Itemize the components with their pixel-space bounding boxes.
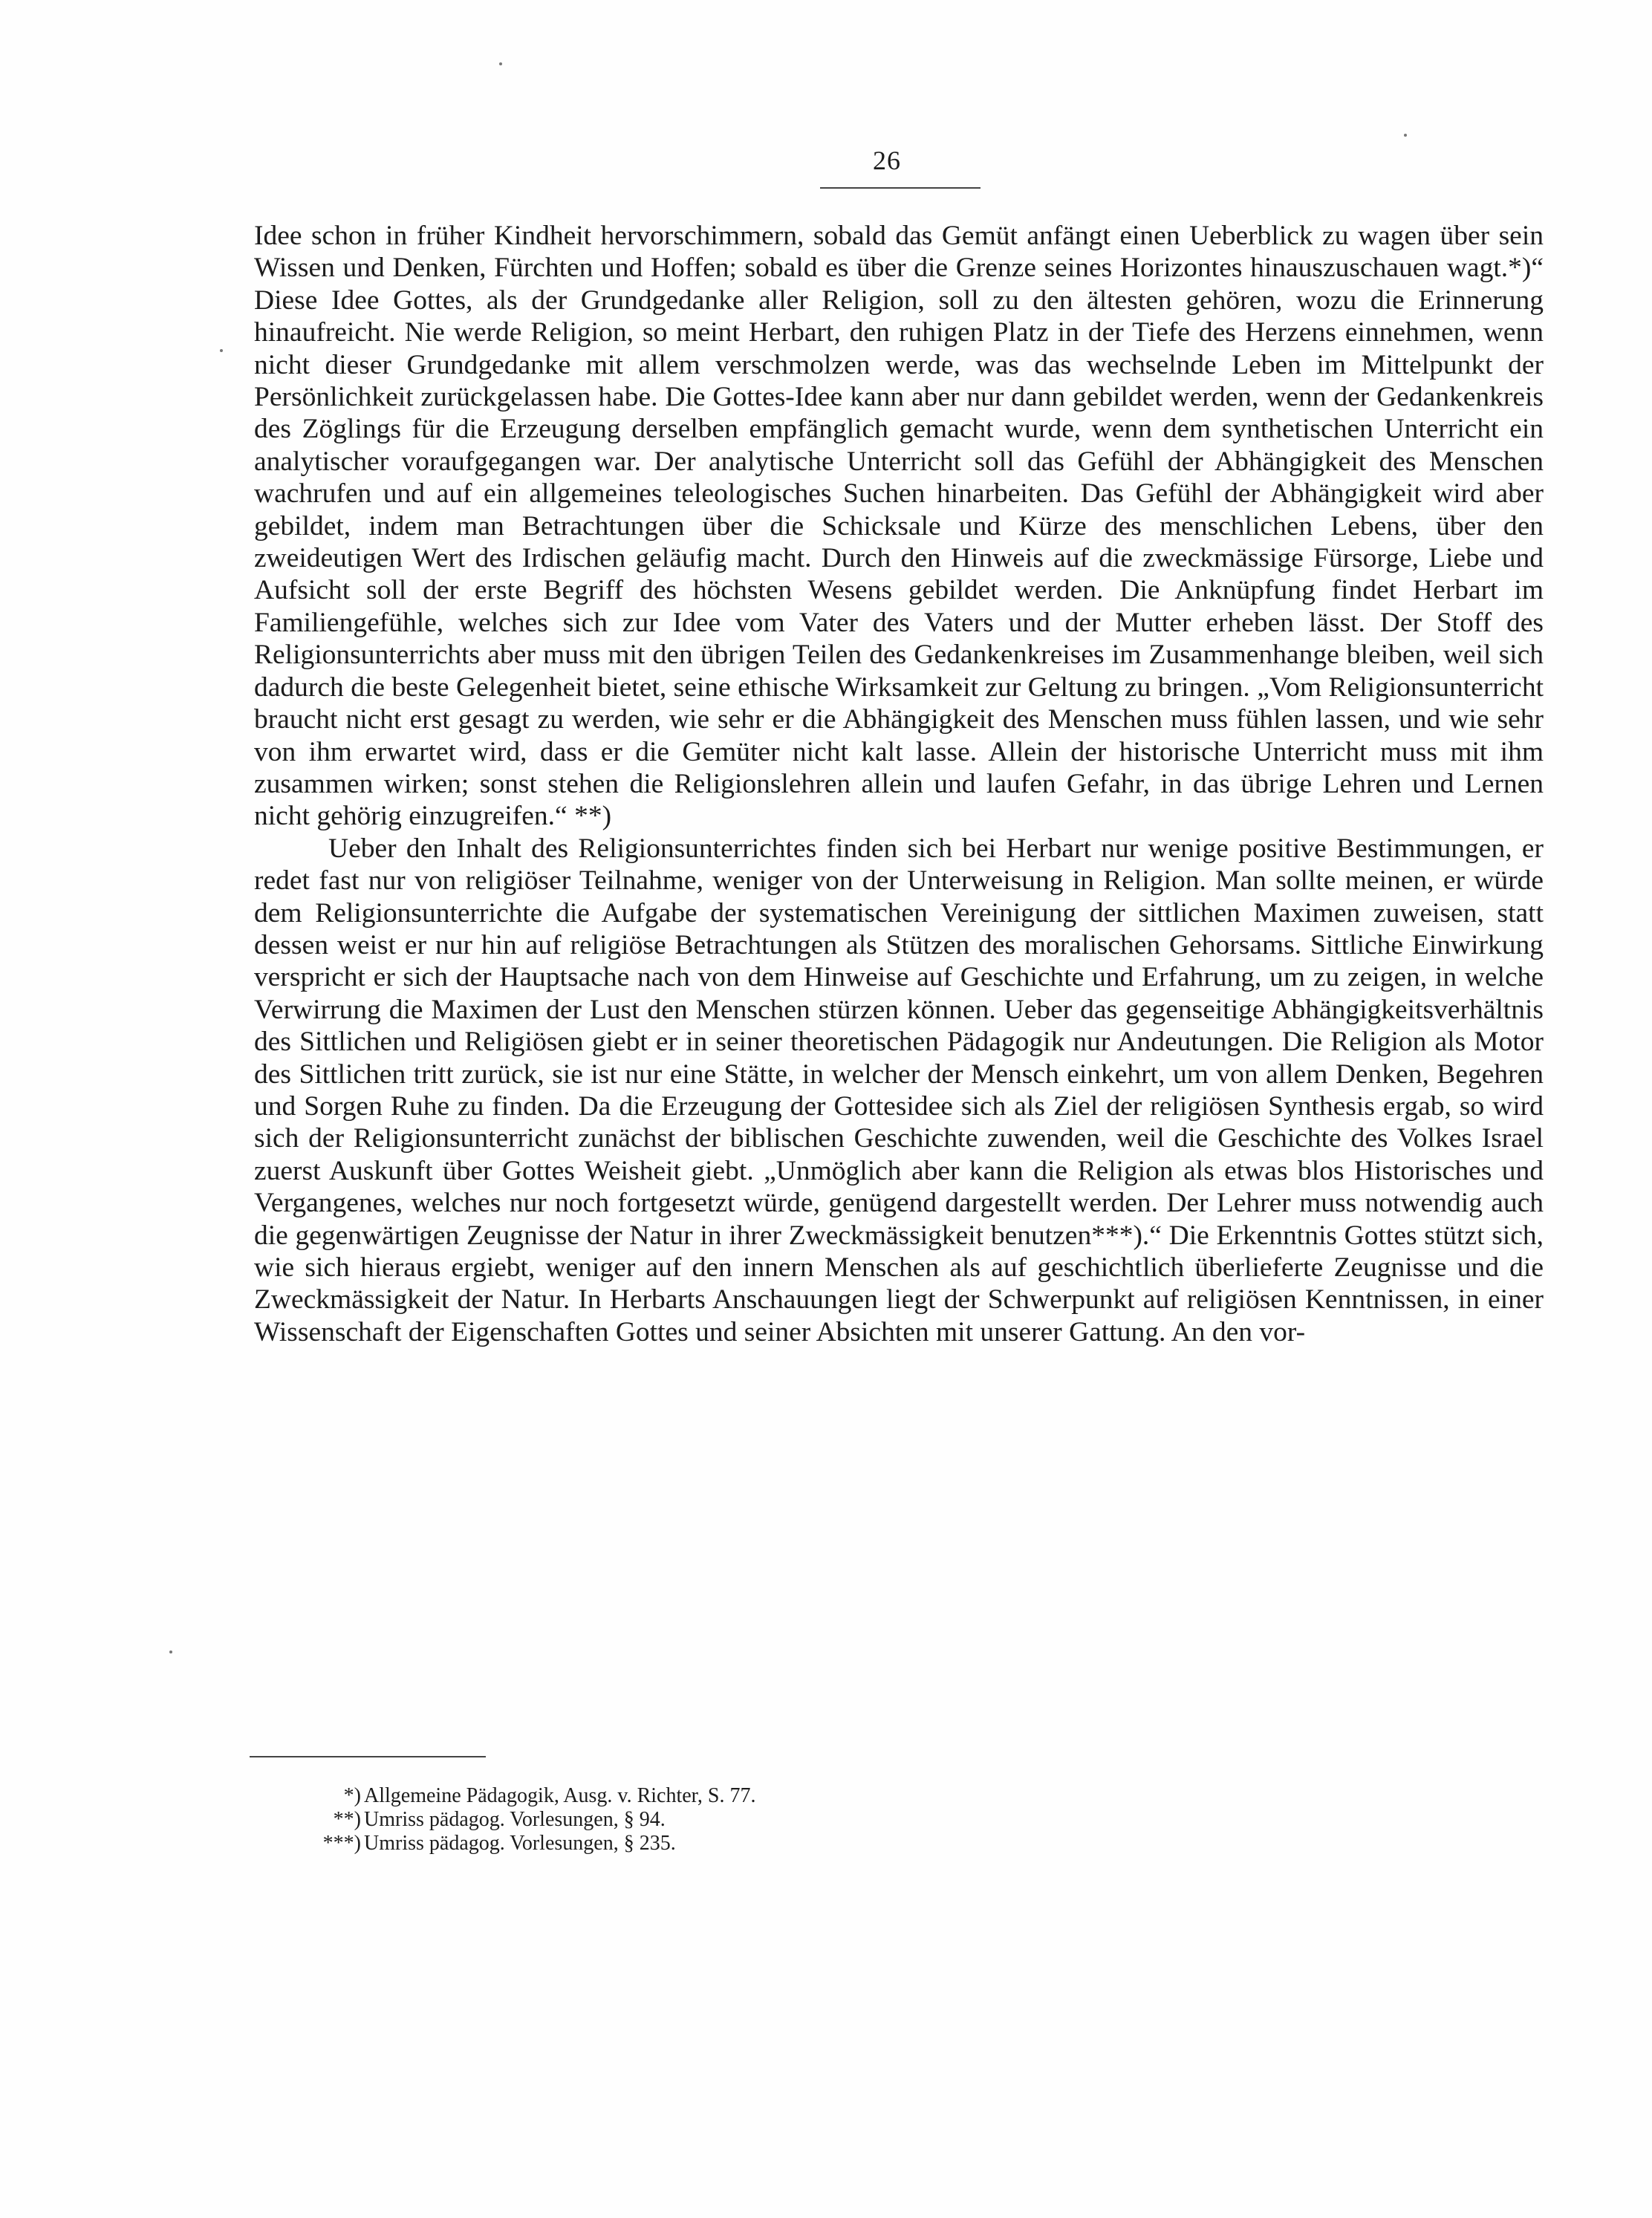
body-text: [254, 220, 1544, 1348]
footnote-text: Allgemeine Pädagogik, Ausg. v. Richter, S. 77.: [364, 1784, 756, 1807]
scan-speck: [499, 62, 502, 65]
footnote-3: [290, 1832, 1181, 1856]
paragraph-2: Ueber den Inhalt des Religionsunterrichtes finden sich bei Herbart nur wenige positive Bestimmungen, er redet fast nur von religiöser Teilnahme, weniger von der Unterweisung in Religion. Man sollte meinen, er würde dem Religionsunterrichte die Aufgabe der systematischen Vereinigung der sittlichen Maximen zuweisen, statt dessen weist er nur hin auf religiöse Betrachtungen als Stützen des moralischen Gehorsams. Sittliche Einwirkung verspricht er sich der Hauptsache nach von dem Hinweise auf Geschichte und Erfahrung, um zu zeigen, in welche Verwirrung die Maximen der Lust den Menschen stürzen können. Ueber das gegenseitige Abhängigkeitsverhältnis des Sittlichen und Religiösen giebt er in seiner theoretischen Pädagogik nur Andeutungen. Die Religion als Motor des Sittlichen tritt zurück, sie ist nur eine Stätte, in welcher der Mensch einkehrt, um von allem Denken, Begehren und Sorgen Ruhe zu finden. Da die Erzeugung der Gottesidee sich als Ziel der religiösen Synthesis ergab, so wird sich der Religionsunterricht zunächst der biblischen Geschichte zuwenden, weil die Geschichte des Volkes Israel zuerst Auskunft über Gottes Weisheit giebt. „Unmöglich aber kann die Religion als etwas blos Historisches und Vergangenes, welches nur noch fortgesetzt würde, genügend dargestellt werden. Der Lehrer muss notwendig auch die gegenwärtigen Zeugnisse der Natur in ihrer Zweckmässigkeit benutzen***).“ Die Erkenntnis Gottes stützt sich, wie sich hieraus ergiebt, weniger auf den innern Menschen als auf geschichtlich überlieferte Zeugnisse und die Zweckmässigkeit der Natur. In Herbarts Anschauungen liegt der Schwerpunkt auf religiösen Kenntnissen, in einer Wissenschaft der Eigenschaften Gottes und seiner Absichten mit unserer Gattung. An den vor-: [254, 833, 1544, 1347]
footnote-2: [290, 1808, 1181, 1832]
footnote-text: Umriss pädagog. Vorlesungen, § 94.: [364, 1808, 666, 1831]
scan-speck: [169, 1651, 172, 1653]
footnote-mark: *): [343, 1784, 361, 1807]
footnotes: [290, 1784, 1181, 1856]
page-number-rule: [820, 187, 981, 189]
page-number: 26: [873, 146, 901, 175]
paragraph-1: Idee schon in früher Kindheit hervorschimmern, sobald das Gemüt anfängt einen Ueberblick zu wagen über sein Wissen und Denken, Fürchten und Hoffen; sobald es über die Grenze seines Horizontes hinauszuschauen wagt.*)“ Diese Idee Gottes, als der Grundgedanke aller Religion, soll zu den ältesten gehören, wozu die Erinnerung hinaufreicht. Nie werde Religion, so meint Herbart, den ruhigen Platz in der Tiefe des Herzens einnehmen, wenn nicht dieser Grundgedanke mit allem verschmolzen werde, was das wechselnde Leben im Mittelpunkt der Persönlichkeit zurückgelassen habe. Die Gottes-Idee kann aber nur dann gebildet werden, wenn der Gedankenkreis des Zöglings für die Erzeugung derselben empfänglich gemacht wurde, wenn dem synthetischen Unterricht ein analytischer voraufgegangen war. Der analytische Unterricht soll das Gefühl der Abhängigkeit des Menschen wachrufen und auf ein allgemeines teleologisches Suchen hinarbeiten. Das Gefühl der Abhängigkeit wird aber gebildet, indem man Betrachtungen über die Schicksale und Kürze des menschlichen Lebens, über den zweideutigen Wert des Irdischen geläufig macht. Durch den Hinweis auf die zweckmässige Fürsorge, Liebe und Aufsicht soll der erste Begriff des höchsten Wesens gebildet werden. Die Anknüpfung findet Herbart im Familiengefühle, welches sich zur Idee vom Vater des Vaters und der Mutter erheben lässt. Der Stoff des Religionsunterrichts aber muss mit den übrigen Teilen des Gedankenkreises im Zusammenhange bleiben, weil sich dadurch die beste Gelegenheit bietet, seine ethische Wirksamkeit zur Geltung zu bringen. „Vom Religionsunterricht braucht nicht erst gesagt zu werden, wie sehr er die Abhängigkeit des Menschen muss fühlen lassen, und wie sehr von ihm erwartet wird, dass er die Gemüter nicht kalt lasse. Allein der historische Unterricht muss mit ihm zusammen wirken; sonst stehen die Religionslehren allein und laufen Gefahr, in das übrige Lehren und Lernen nicht gehörig einzugreifen.“ **): [254, 221, 1544, 832]
footnote-text: Umriss pädagog. Vorlesungen, § 235.: [364, 1832, 676, 1855]
scan-speck: [1404, 134, 1407, 137]
scan-speck: [220, 349, 223, 352]
footnote-mark: **): [333, 1808, 361, 1831]
footnote-rule: [250, 1756, 486, 1757]
footnote-1: [290, 1784, 1181, 1808]
footnote-mark: ***): [322, 1832, 361, 1855]
